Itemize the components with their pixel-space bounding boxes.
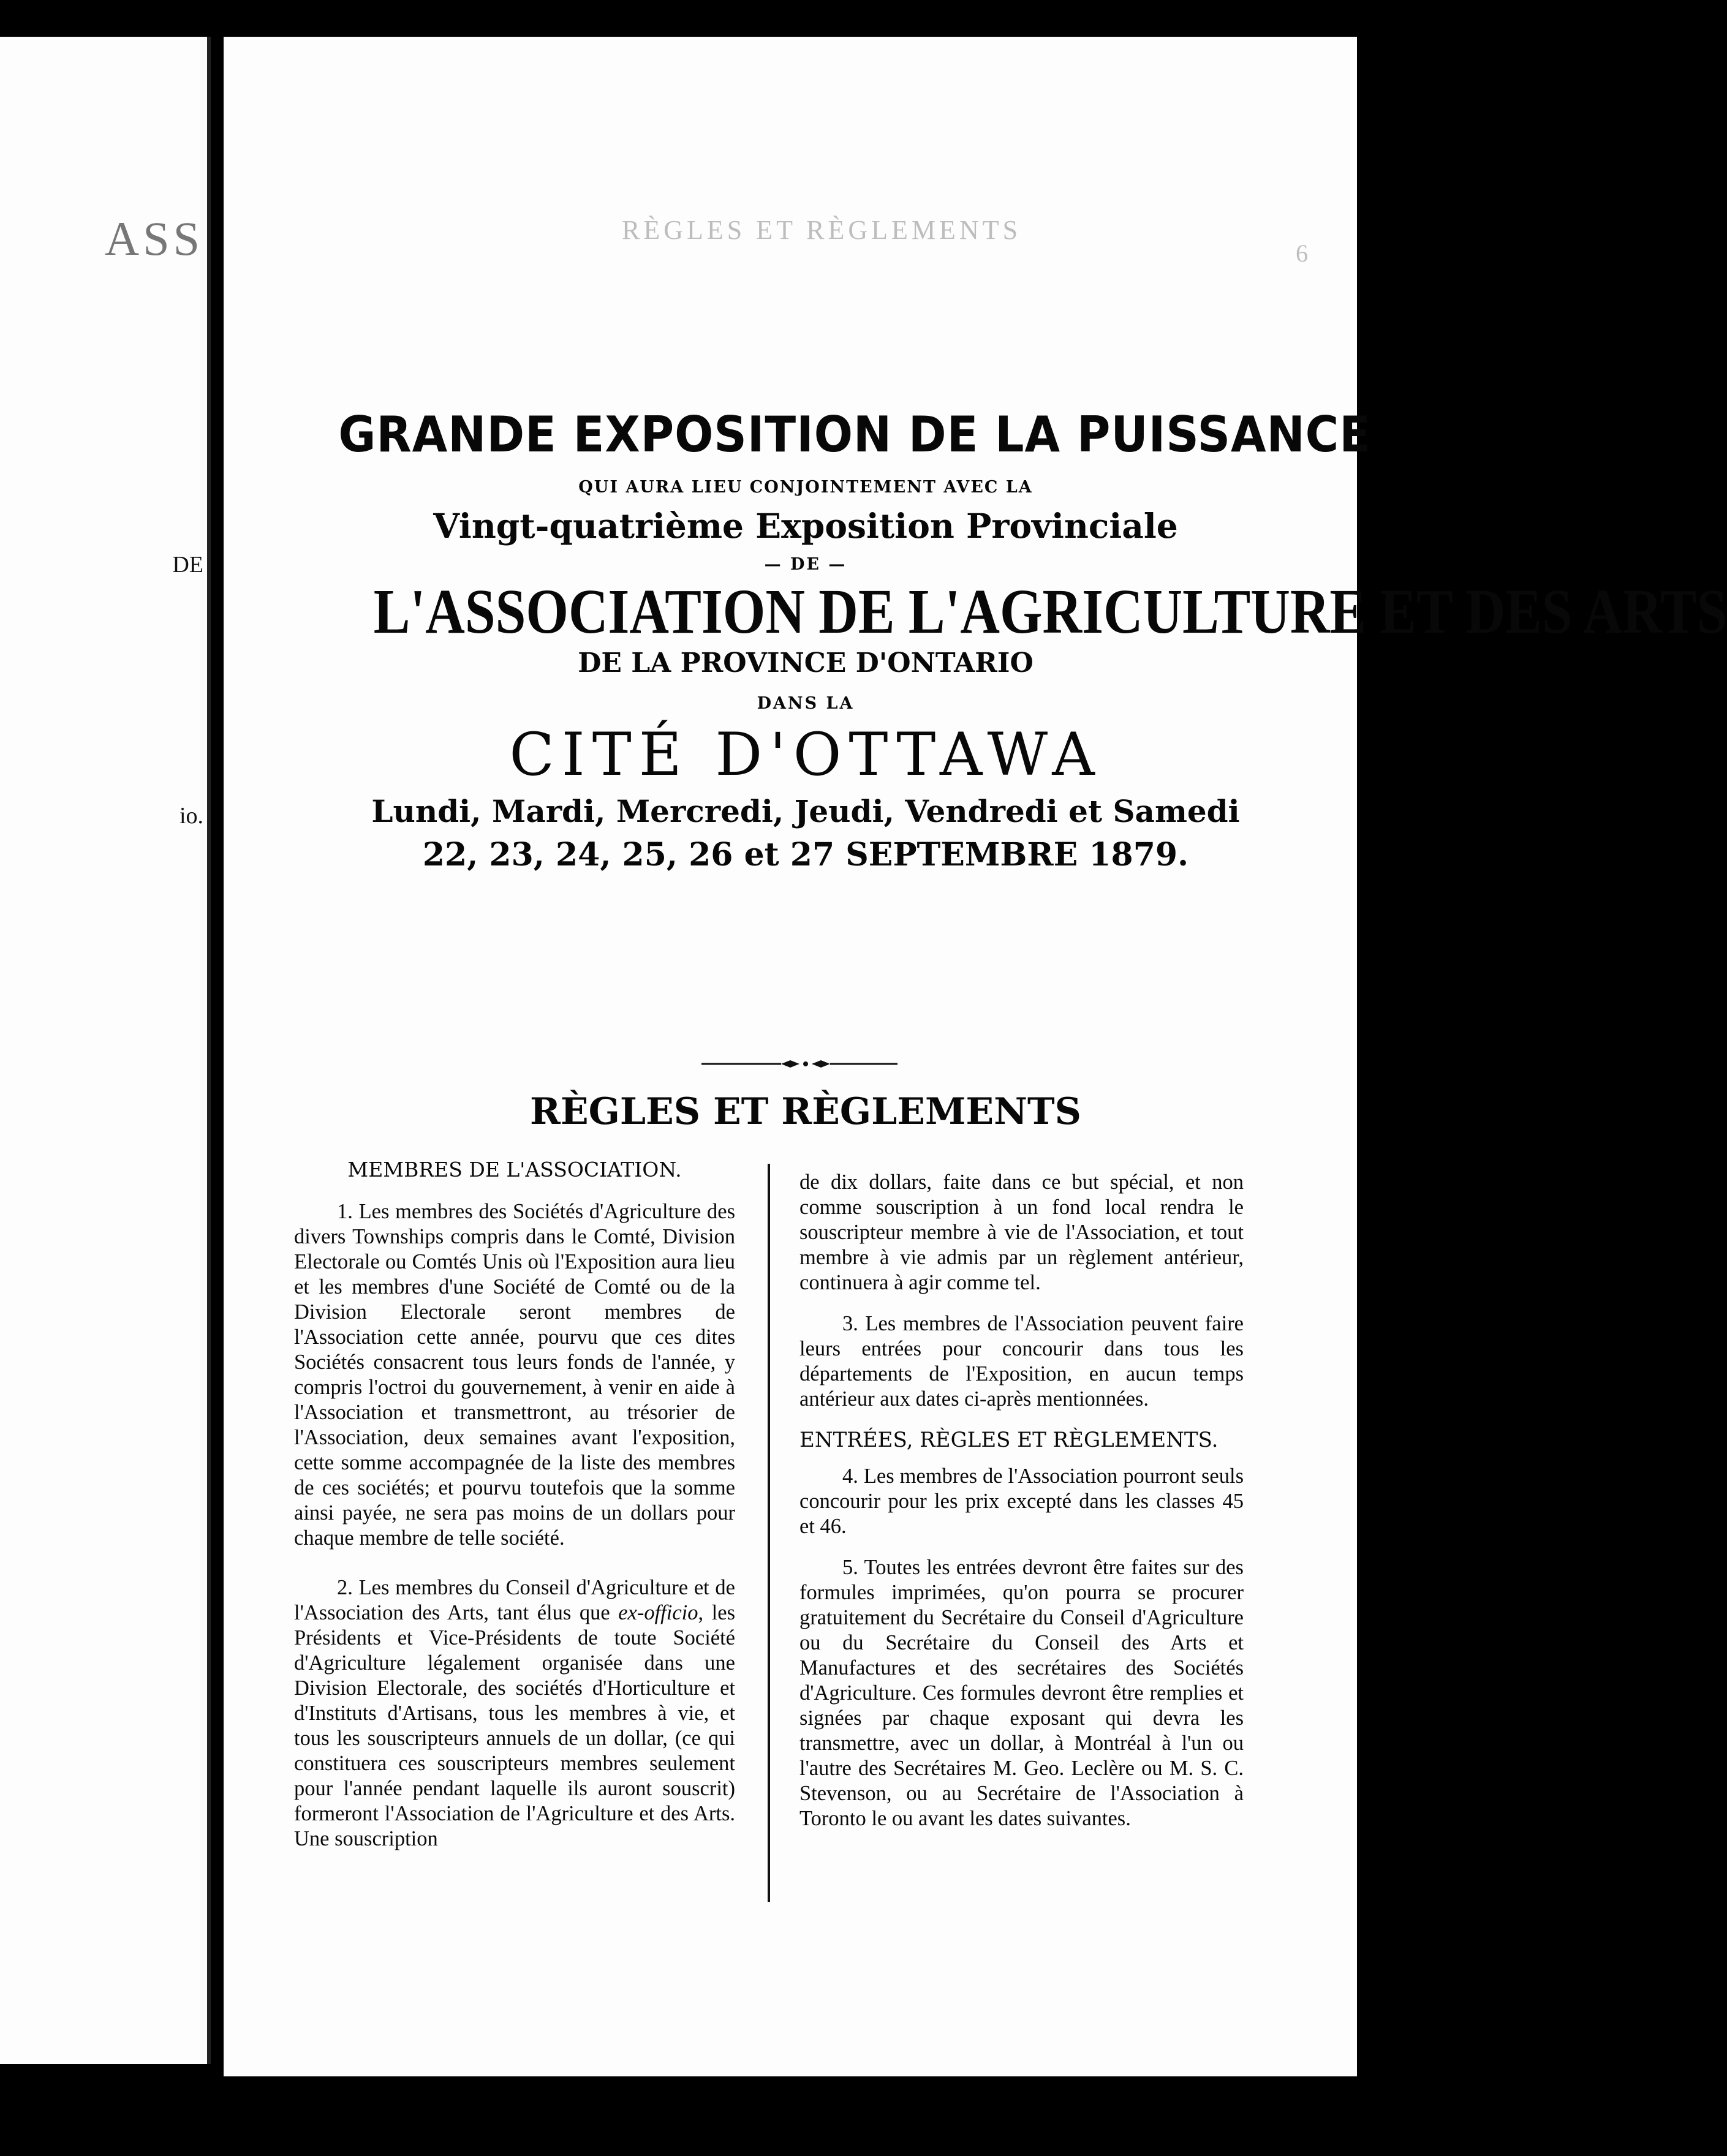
rule-paragraph-4: 4. Les membres de l'Association pourront seuls concourir pour les prix excepté dans les classes 45 et 46.	[799, 1464, 1244, 1538]
rule-paragraph-1: 1. Les membres des Sociétés d'Agriculture des divers Townships compris dans le Comté, Division Electorale ou Comtés Unis où l'Exposition aura lieu et les membres d'une Société de Comté ou de la Division Electorale seront membres de l'Association cette année, pourvu que ces dites Sociétés consacrent tous leurs fonds de l'année, y compris l'octroi du gouvernement, à venir en aide à l'Association et transmettront, au trésorier de l'Association, deux semaines avant l'exposition, cette somme accompagnée de la liste des membres de ces sociétés; et pourvu toutefois que la somme ainsi payée, ne sera pas moins de un dollars pour chaque membre de telle société.	[294, 1199, 735, 1550]
exhibition-name: Vingt-quatrième Exposition Provinciale	[433, 506, 1178, 546]
province-line: DE LA PROVINCE D'ONTARIO	[578, 647, 1034, 679]
rule-2-text-a: 2. Les membres du Conseil d'Agriculture et de l'Association des Arts, tant élus que	[294, 1575, 735, 1624]
rule-paragraph-2-continued: de dix dollars, faite dans ce but spécial, et non comme souscription à un fond local rendra le souscripteur membre à vie de l'Association, et tout membre à vie admis par un règlement antérieur, continuera à agir comme tel.	[799, 1170, 1244, 1294]
rule-paragraph-5: 5. Toutes les entrées devront être faites sur des formules imprimées, qu'on pourra se procurer gratuitement du Secrétaire du Conseil d'Agriculture ou du Secrétaire du Conseil des Arts et Manufactures et des secrétaires des Sociétés d'Agriculture. Ces formules devront être remplies et signées par chaque exposant qui devra les transmettre, avec un dollar, à Montréal à l'un ou l'autre des Secrétaires M. Geo. Leclère ou M. S. C. Stevenson, ou au Secrétaire de l'Association à Toronto le ou avant les dates suivantes.	[799, 1555, 1244, 1830]
days-line: Lundi, Mardi, Mercredi, Jeudi, Vendredi et Samedi	[371, 793, 1240, 829]
rule-2-italic: ex-officio	[618, 1600, 698, 1624]
connector-line: DANS LA	[757, 694, 855, 713]
ornamental-rule	[701, 1058, 898, 1070]
adjacent-page-fragment: ASS	[104, 212, 203, 265]
adjacent-page	[0, 37, 211, 2064]
section-title: RÈGLES ET RÈGLEMENTS	[530, 1090, 1081, 1133]
rule-2-text-b: , les Présidents et Vice-Présidents de toute Société d'Agriculture légalement organisée dans une Division Electorale, des sociétés d'Horticulture et d'Instituts d'Artisans, tous les membres à vie, et tous les souscripteurs annuels de un dollar, (ce qui constituera ces souscripteurs membres seulement pour l'année pendant laquelle ils auront souscrit) formeront l'Association de l'Agriculture et des Arts. Une souscription	[294, 1600, 735, 1850]
rule-paragraph-2	[294, 1575, 735, 1852]
title-block	[303, 406, 1727, 873]
dates-line: 22, 23, 24, 25, 26 et 27 SEPTEMBRE 1879.	[422, 836, 1189, 873]
right-column	[799, 1170, 1244, 1847]
adjacent-page-fragment: DE	[172, 552, 203, 578]
city-name: CITÉ D'OTTAWA	[509, 720, 1102, 789]
rule-paragraph-3: 3. Les membres de l'Association peuvent faire leurs entrées pour concourir dans tous les départements de l'Exposition, en aucun temps antérieur aux dates ci-après mentionnées.	[799, 1312, 1244, 1411]
column-divider	[768, 1164, 770, 1902]
association-name: L'ASSOCIATION DE L'AGRICULTURE ET DES ARTS	[373, 576, 1727, 647]
subtitle-line: QUI AURA LIEU CONJOINTEMENT AVEC LA	[578, 478, 1033, 497]
right-column-heading: ENTRÉES, RÈGLES ET RÈGLEMENTS.	[799, 1428, 1219, 1452]
connector-line: — DE —	[764, 555, 847, 574]
bleed-through-page-number: 6	[1296, 239, 1308, 267]
left-column	[294, 1158, 735, 1868]
document-page	[224, 37, 1727, 2076]
adjacent-page-fragment: io.	[179, 803, 203, 829]
main-title: GRANDE EXPOSITION DE LA PUISSANCE	[338, 406, 1371, 463]
bleed-through-header: RÈGLES ET RÈGLEMENTS	[622, 215, 1022, 245]
left-column-heading: MEMBRES DE L'ASSOCIATION.	[347, 1158, 682, 1182]
